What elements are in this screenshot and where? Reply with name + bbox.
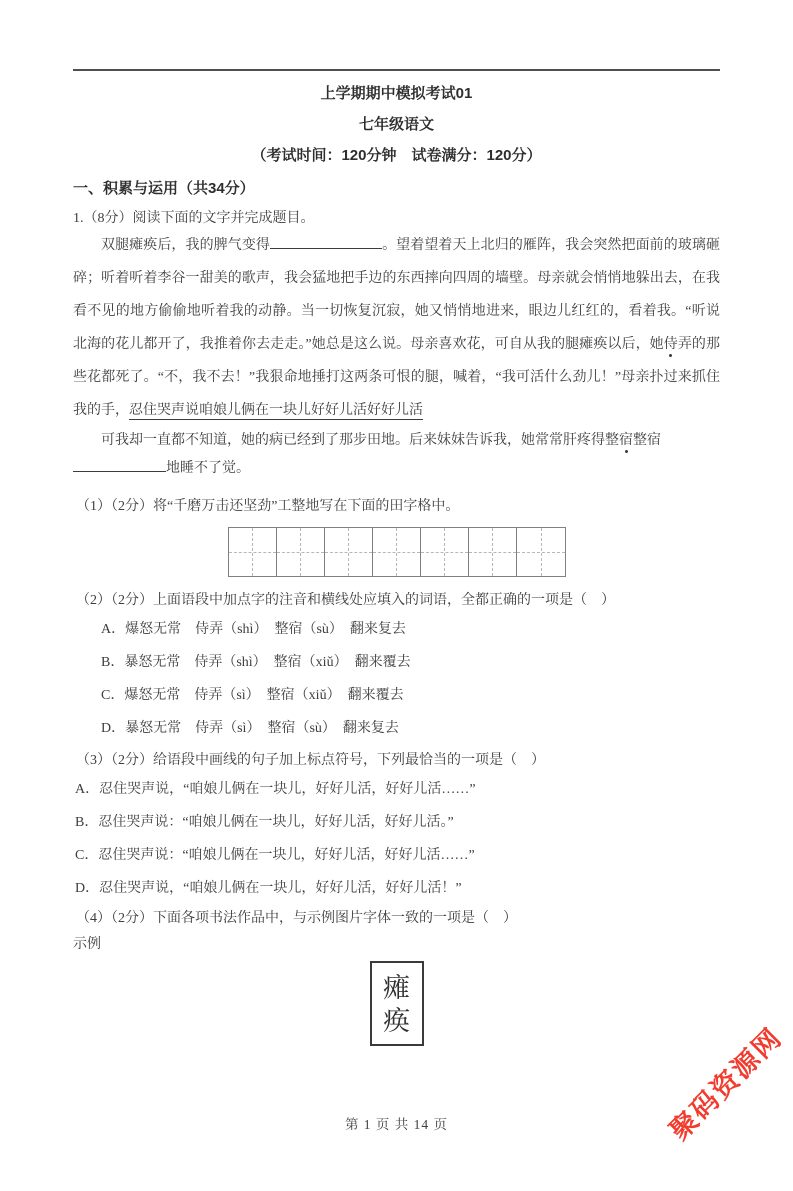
- option-c: C．爆怒无常 侍弄（sì） 整宿（xiǔ） 翻来覆去: [101, 688, 404, 703]
- option-b: B．忍住哭声说：“咱娘儿俩在一块儿，好好儿活，好好儿活。”: [75, 815, 454, 830]
- tianzige-cell: [469, 528, 517, 576]
- page-footer: 第 1 页 共 14 页: [344, 1117, 449, 1132]
- tianzige-cell: [277, 528, 325, 576]
- passage-text: 。望着望着天上北归的雁阵，我会突然把面前的玻璃砸碎；听着听着李谷一甜美的歌声，我会猛地把手边的东西摔向四周的墙壁。母亲就会悄悄地躲出去，在我看不见的地方偷偷地听着我的动静。当一切恢复沉寂，她又悄悄地进来，眼边儿红红的，看着我。“听说北海的花儿都开了，我推着你去走走。”她总是这么说。母亲喜欢花，可自从我的腿瘫痪以后，她: [73, 238, 720, 352]
- tianzige-grid-wrap: [73, 527, 720, 577]
- option-d: D．暴怒无常 侍弄（sì） 整宿（sù） 翻来复去: [101, 721, 399, 736]
- question-1-2-options: [73, 613, 720, 745]
- watermark: 聚码资源网: [664, 1022, 788, 1146]
- calligraphy-example-box: [370, 961, 424, 1046]
- question-1-3-options: [73, 773, 720, 905]
- question-1-2-stem: （2）（2分）上面语段中加点字的注音和横线处应填入的词语，全都正确的一项是（ ）: [76, 593, 615, 608]
- tianzige-cell: [325, 528, 373, 576]
- emphasis-dot-char: 侍: [663, 337, 678, 352]
- passage-text: 双腿瘫痪后，我的脾气变得: [101, 238, 270, 253]
- tianzige-grid: [228, 527, 566, 577]
- fill-in-blank-2: [73, 458, 166, 472]
- passage-text: 可我却一直都不知道，她的病已经到了那步田地。后来妹妹告诉我，她常常肝疼得整: [101, 433, 619, 448]
- example-label: 示例: [73, 937, 101, 952]
- passage-paragraph-1: [73, 229, 720, 427]
- question-1-1-stem: （1）（2分）将“千磨万击还坚劲”工整地写在下面的田字格中。: [76, 499, 460, 514]
- fill-in-blank-1: [270, 235, 382, 249]
- passage-paragraph-2: [73, 427, 720, 483]
- exam-info-line: （考试时间：120分钟 试卷满分：120分）: [251, 147, 542, 164]
- passage-text: 弄的那些花都死了。“不，我不去！”我狠命地捶打这两条可恨的腿，喊着，“我可活什么劲儿！”母亲扑过来抓住我的手，: [73, 337, 721, 418]
- option-a: A．忍住哭声说，“咱娘儿俩在一块儿，好好儿活，好好儿活……”: [75, 782, 476, 797]
- section-1-heading: 一、积累与运用（共34分）: [73, 180, 255, 197]
- exam-subject-title: 七年级语文: [358, 116, 434, 133]
- tianzige-cell: [517, 528, 565, 576]
- question-1-3-stem: （3）（2分）给语段中画线的句子加上标点符号，下列最恰当的一项是（ ）: [76, 753, 545, 768]
- tianzige-cell: [229, 528, 277, 576]
- header-rule: [73, 69, 720, 71]
- tianzige-cell: [373, 528, 421, 576]
- exam-title: 上学期期中模拟考试01: [320, 85, 473, 102]
- example-char-2: 痪: [383, 1006, 410, 1036]
- option-c: C．忍住哭声说：“咱娘儿俩在一块儿，好好儿活，好好儿活……”: [75, 848, 475, 863]
- passage-text: 整宿: [633, 433, 661, 448]
- option-b: B．暴怒无常 侍弄（shì） 整宿（xiǔ） 翻来覆去: [101, 655, 411, 670]
- option-a: A．爆怒无常 侍弄（shì） 整宿（sù） 翻来复去: [101, 622, 406, 637]
- example-char-1: 瘫: [383, 973, 410, 1003]
- option-d: D．忍住哭声说，“咱娘儿俩在一块儿，好好儿活，好好儿活！”: [75, 881, 462, 896]
- passage-text: 地睡不了觉。: [166, 461, 250, 476]
- tianzige-cell: [421, 528, 469, 576]
- question-1-stem: 1.（8分）阅读下面的文字并完成题目。: [73, 211, 315, 226]
- underlined-sentence: 忍住哭声说咱娘儿俩在一块儿好好儿活好好儿活: [129, 403, 423, 418]
- emphasis-dot-char: 宿: [619, 433, 633, 448]
- exam-page: [0, 69, 793, 1046]
- question-1-4-stem: （4）（2分）下面各项书法作品中，与示例图片字体一致的一项是（ ）: [76, 911, 517, 926]
